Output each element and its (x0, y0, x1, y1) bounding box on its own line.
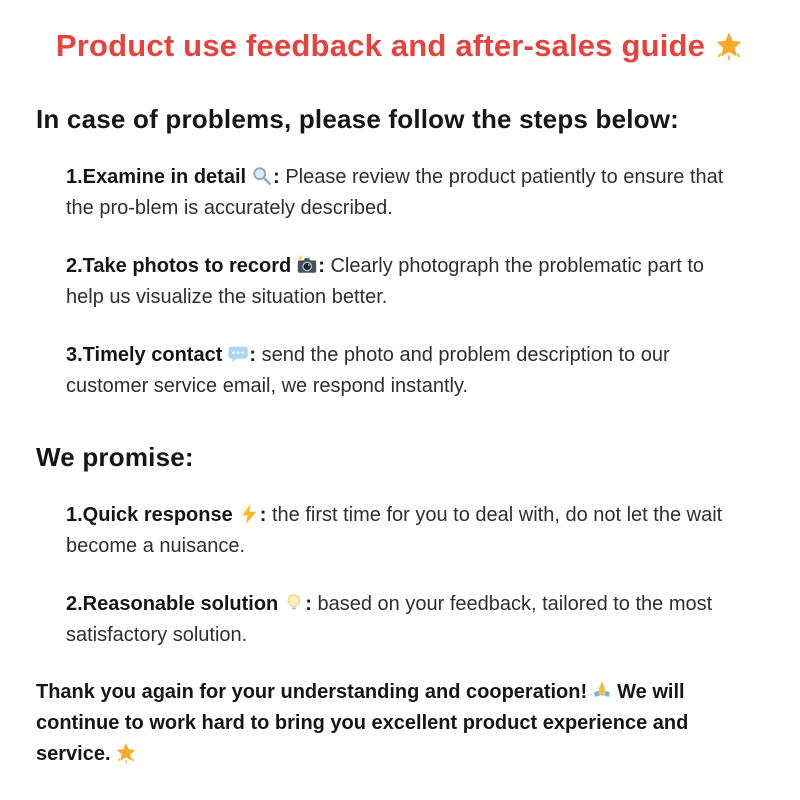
promise-quick-response-label: 1.Quick response (66, 504, 233, 526)
step-photos-label: 2.Take photos to record (66, 255, 292, 277)
closing-text-after: We will continue to work hard to bring you excellent product experience and service. (36, 681, 689, 765)
speech-balloon-icon (227, 343, 249, 365)
folded-hands-icon (591, 680, 613, 702)
step-examine-text: Please review the product patiently to ensure that the pro-blem is accurately described. (66, 166, 724, 219)
magnifying-glass-icon (251, 165, 273, 187)
step-photos (66, 251, 738, 313)
page-title-text: Product use feedback and after-sales guide (55, 28, 706, 63)
camera-with-flash-icon (296, 254, 318, 276)
closing-note (36, 677, 764, 770)
step-contact-label: 3.Timely contact (66, 344, 223, 366)
closing-text-before: Thank you again for your understanding and cooperation! (36, 681, 588, 703)
light-bulb-icon (283, 592, 305, 614)
promise-quick-response (66, 500, 738, 562)
promise-reasonable-solution (66, 589, 738, 651)
promise-reasonable-solution-text: based on your feedback, tailored to the most satisfactory solution. (66, 593, 713, 646)
step-contact (66, 340, 738, 402)
step-examine-colon: : (273, 166, 280, 188)
promise-quick-response-text: the first time for you to deal with, do not let the wait become a nuisance. (66, 504, 723, 557)
step-contact-text: send the photo and problem description to our customer service email, we respond instantly. (66, 344, 670, 397)
step-examine (66, 162, 738, 224)
promise-reasonable-solution-label: 2.Reasonable solution (66, 593, 279, 615)
step-photos-colon: : (318, 255, 325, 277)
step-photos-text: Clearly photograph the problematic part to help us visualize the situation better. (66, 255, 705, 308)
glowing-star-icon (714, 31, 744, 61)
promise-reasonable-solution-colon: : (305, 593, 312, 615)
promise-heading: We promise: (36, 442, 194, 472)
step-contact-colon: : (249, 344, 257, 366)
page-title (36, 28, 764, 64)
problems-heading: In case of problems, please follow the steps below: (36, 104, 680, 134)
glowing-star-icon (115, 742, 137, 764)
step-examine-label: 1.Examine in detail (66, 166, 247, 188)
promise-quick-response-colon: : (259, 504, 267, 526)
high-voltage-icon (238, 503, 260, 525)
